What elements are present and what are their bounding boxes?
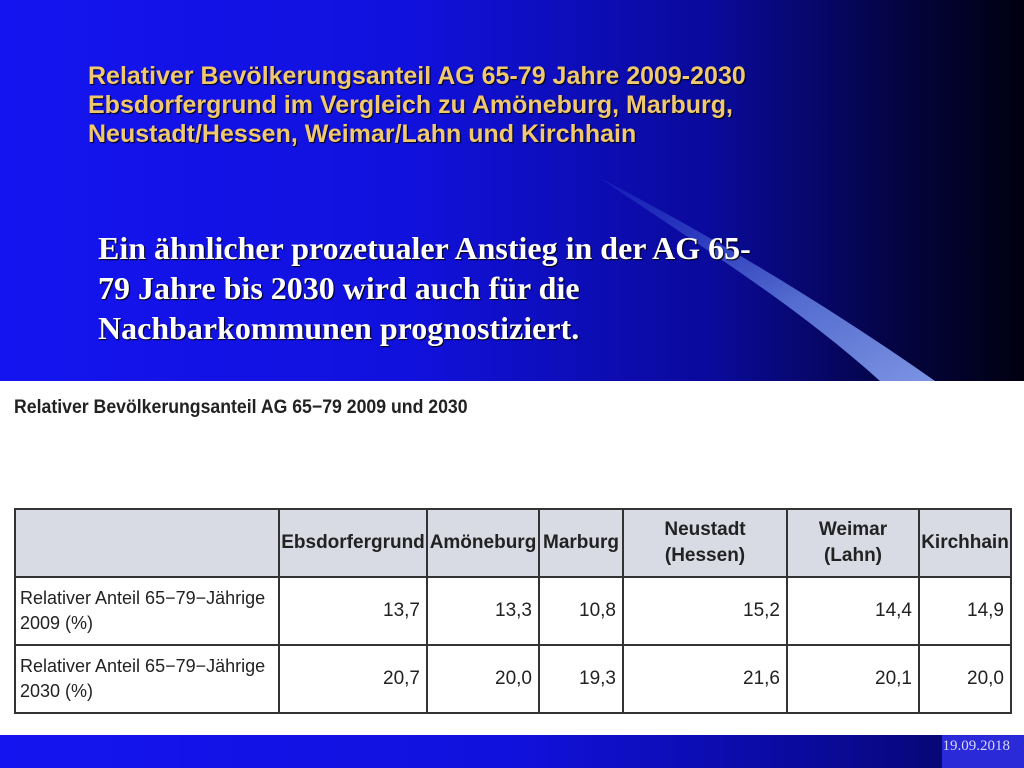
footer-bar <box>0 735 1024 768</box>
table-panel <box>0 381 1024 735</box>
header-kirchhain: Kirchhain <box>919 509 1011 577</box>
table-header-row <box>15 509 1011 577</box>
population-table <box>14 508 1012 714</box>
body-line: Ein ähnlicher prozetualer Anstieg in der AG 65- <box>98 230 751 266</box>
body-line: 79 Jahre bis 2030 wird auch für die <box>98 270 580 306</box>
value-cell: 20,7 <box>279 645 427 713</box>
value-cell: 13,7 <box>279 577 427 645</box>
table-row-2030 <box>15 645 1011 713</box>
body-line: Nachbarkommunen prognostiziert. <box>98 310 580 346</box>
title-line: Ebsdorfergrund im Vergleich zu Amöneburg, Marburg, <box>88 91 733 119</box>
value-cell: 14,9 <box>919 577 1011 645</box>
value-cell: 10,8 <box>539 577 623 645</box>
row-label-2030: Relativer Anteil 65−79−Jährige 2030 (%) <box>15 645 279 713</box>
value-cell: 15,2 <box>623 577 787 645</box>
table-caption: Relativer Bevölkerungsanteil AG 65−79 2009 und 2030 <box>14 397 468 418</box>
value-cell: 20,0 <box>427 645 539 713</box>
value-cell: 21,6 <box>623 645 787 713</box>
header-neustadt: Neustadt (Hessen) <box>623 509 787 577</box>
value-cell: 13,3 <box>427 577 539 645</box>
value-cell: 20,0 <box>919 645 1011 713</box>
title-line: Relativer Bevölkerungsanteil AG 65-79 Jahre 2009-2030 <box>88 62 746 90</box>
header-ebsdorfergrund: Ebsdorfergrund <box>279 509 427 577</box>
header-amoeneburg: Amöneburg <box>427 509 539 577</box>
slide-title <box>88 62 968 149</box>
header-empty-cell <box>15 509 279 577</box>
value-cell: 20,1 <box>787 645 919 713</box>
header-weimar: Weimar (Lahn) <box>787 509 919 577</box>
value-cell: 14,4 <box>787 577 919 645</box>
header-marburg: Marburg <box>539 509 623 577</box>
title-line: Neustadt/Hessen, Weimar/Lahn und Kirchhain <box>88 120 637 148</box>
footer-date: 19.09.2018 <box>942 738 1010 754</box>
slide-body-text <box>98 228 938 348</box>
table-row-2009 <box>15 577 1011 645</box>
value-cell: 19,3 <box>539 645 623 713</box>
row-label-2009: Relativer Anteil 65−79−Jährige 2009 (%) <box>15 577 279 645</box>
